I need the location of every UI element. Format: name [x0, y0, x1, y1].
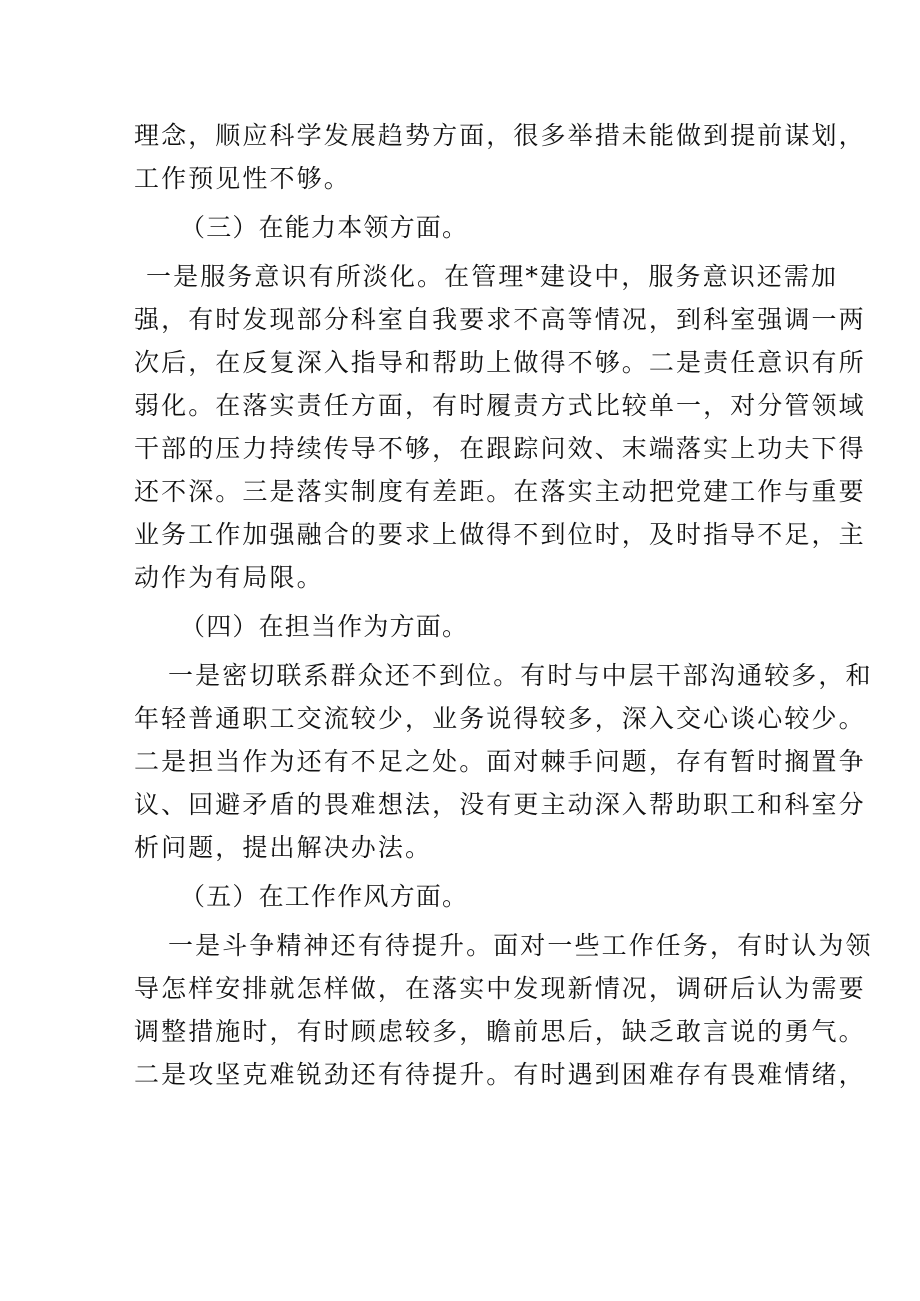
- text-line: 析问题，提出解决办法。: [134, 833, 433, 862]
- text-line: 一是斗争精神还有待提升。面对一些工作任务，有时认为领: [168, 931, 873, 960]
- text-line: 导怎样安排就怎样做，在落实中发现新情况，调研后认为需要: [134, 974, 866, 1003]
- text-line: 动作为有局限。: [134, 563, 324, 592]
- text-line: 议、回避矛盾的畏难想法，没有更主动深入帮助职工和科室分: [134, 790, 866, 819]
- text-line: 业务工作加强融合的要求上做得不到位时，及时指导不足，主: [134, 520, 866, 549]
- section-heading: （五）在工作作风方面。: [180, 882, 469, 911]
- text-line: 二是担当作为还有不足之处。面对棘手问题，存有暂时搁置争: [134, 747, 866, 776]
- text-line: 理念，顺应科学发展趋势方面，很多举措未能做到提前谋划，: [134, 121, 866, 150]
- text-line: 干部的压力持续传导不够，在跟踪问效、末端落实上功夫下得: [134, 434, 866, 463]
- text-line: 一是密切联系群众还不到位。有时与中层干部沟通较多，和: [168, 661, 873, 690]
- section-heading: （三）在能力本领方面。: [180, 213, 469, 242]
- text-line: 工作预见性不够。: [134, 164, 351, 193]
- text-line: 一是服务意识有所淡化。在管理*建设中，服务意识还需加: [146, 262, 839, 291]
- text-line: 次后，在反复深入指导和帮助上做得不够。二是责任意识有所: [134, 348, 866, 377]
- section-heading: （四）在担当作为方面。: [180, 612, 469, 641]
- text-line: 强，有时发现部分科室自我要求不高等情况，到科室强调一两: [134, 305, 866, 334]
- text-line: 调整措施时，有时顾虑较多，瞻前思后，缺乏敢言说的勇气。: [134, 1017, 866, 1046]
- text-line: 二是攻坚克难锐劲还有待提升。有时遇到困难存有畏难情绪，: [134, 1060, 866, 1089]
- text-line: 还不深。三是落实制度有差距。在落实主动把党建工作与重要: [134, 477, 866, 506]
- text-line: 年轻普通职工交流较少，业务说得较多，深入交心谈心较少。: [134, 704, 866, 733]
- text-line: 弱化。在落实责任方面，有时履责方式比较单一，对分管领域: [134, 391, 866, 420]
